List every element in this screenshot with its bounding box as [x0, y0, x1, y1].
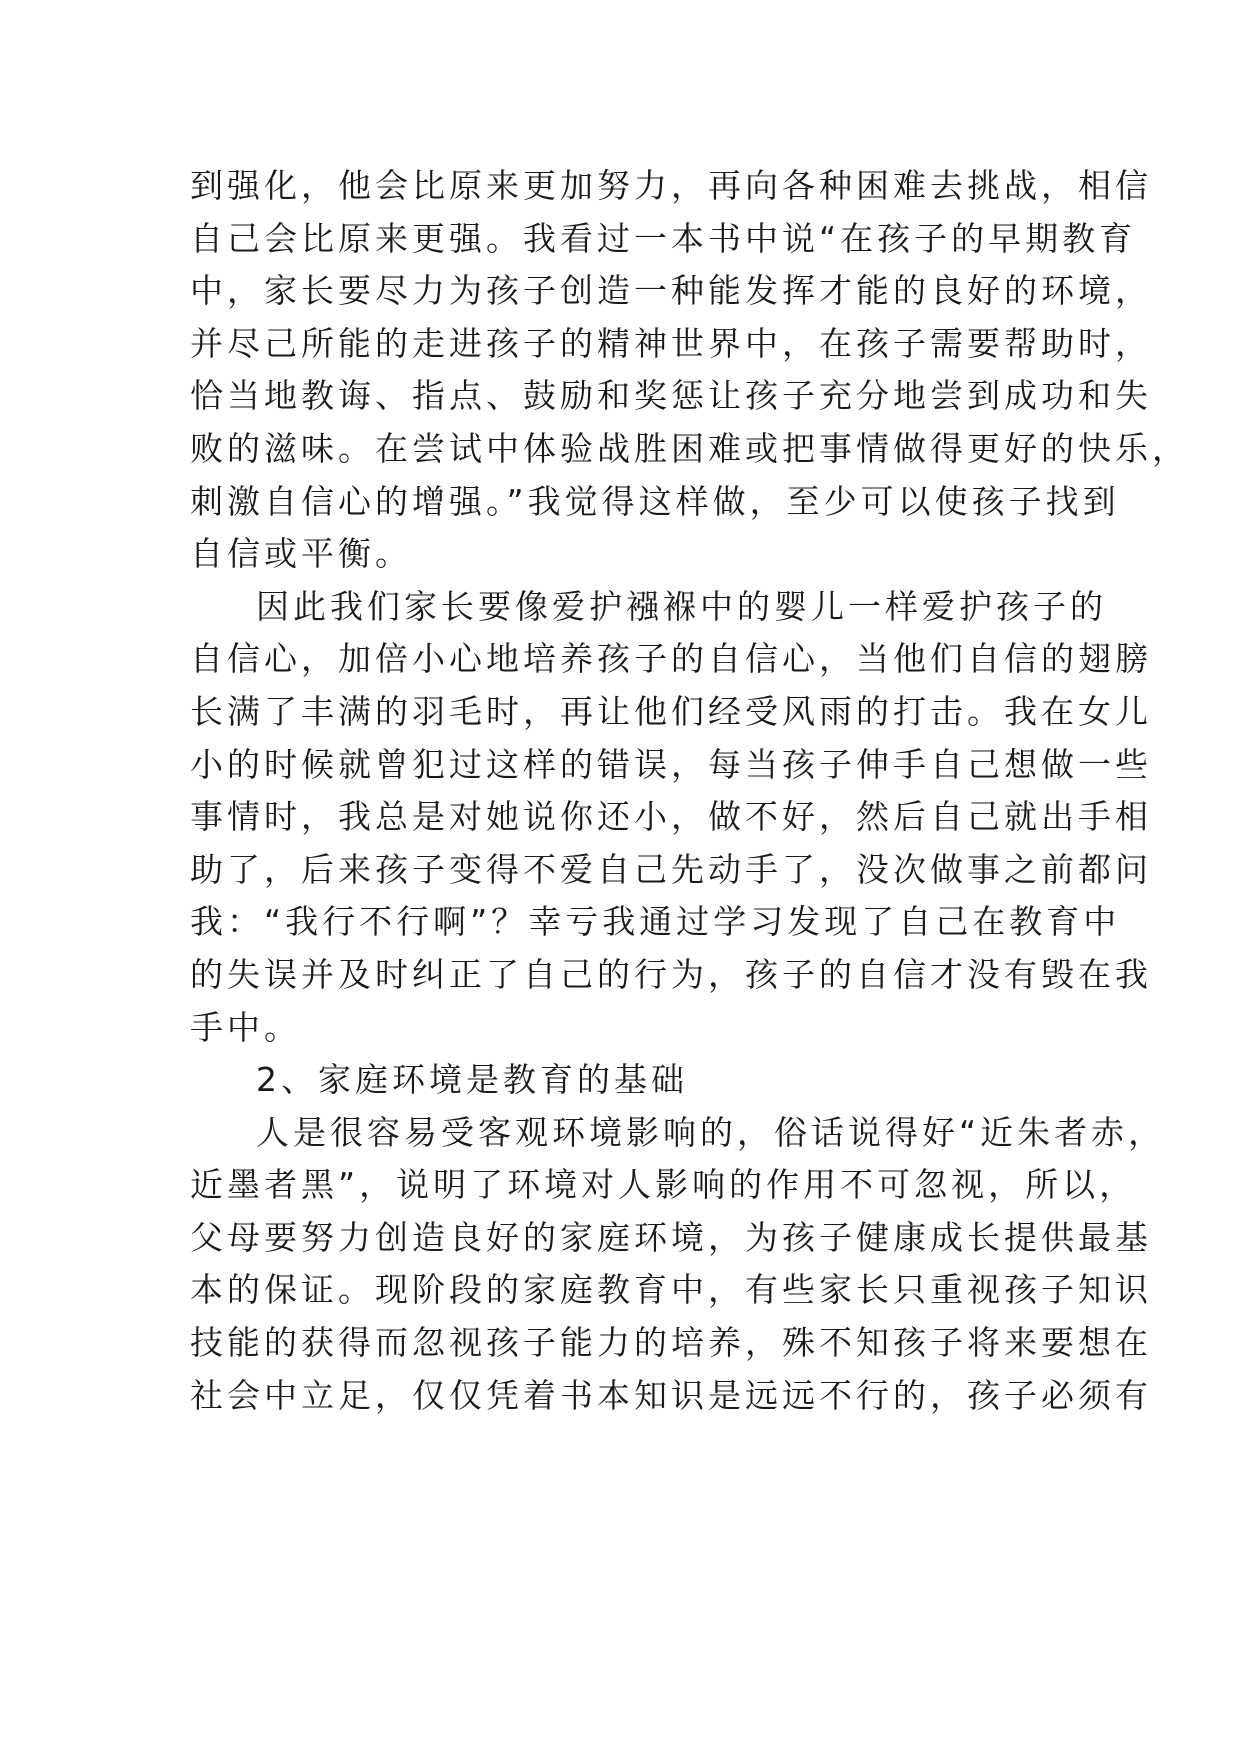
text-line: 自信或平衡。	[190, 534, 412, 574]
paragraph-confidence-continued	[190, 160, 1189, 581]
text-line: 到强化，他会比原来更加努力，再向各种困难去挑战，相信	[190, 166, 1152, 205]
section-heading-text: 2、家庭环境是教育的基础	[256, 1060, 688, 1100]
paragraph-family-environment	[190, 1107, 1166, 1423]
text-line: 的失误并及时纠正了自己的行为，孩子的自信才没有毁在我	[190, 954, 1152, 994]
text-line: 我：“我行不行啊”？幸亏我通过学习发现了自己在教育中	[190, 902, 1121, 942]
section-heading	[190, 1054, 1070, 1107]
text-line: 父母要努力创造良好的家庭环境，为孩子健康成长提供最基	[190, 1217, 1152, 1257]
body-text	[190, 160, 1189, 1422]
text-line: 手中。	[190, 1007, 301, 1047]
text-line: 长满了丰满的羽毛时，再让他们经受风雨的打击。我在女儿	[190, 691, 1152, 731]
text-line: 近墨者黑”，说明了环境对人影响的作用不可忽视，所以，	[190, 1165, 1137, 1205]
text-line: 人是很容易受客观环境影响的，俗话说得好“近朱者赤，	[256, 1112, 1166, 1152]
text-line: 中，家长要尽力为孩子创造一种能发挥才能的良好的环境，	[190, 271, 1152, 311]
text-line: 本的保证。现阶段的家庭教育中，有些家长只重视孩子知识	[190, 1270, 1152, 1310]
text-line: 恰当地教诲、指点、鼓励和奖惩让孩子充分地尝到成功和失	[190, 376, 1152, 416]
text-line: 小的时候就曾犯过这样的错误，每当孩子伸手自己想做一些	[190, 744, 1152, 784]
text-line: 社会中立足，仅仅凭着书本知识是远远不行的，孩子必须有	[190, 1375, 1152, 1415]
text-line: 助了，后来孩子变得不爱自己先动手了，没次做事之前都问	[190, 849, 1152, 889]
text-line: 并尽己所能的走进孩子的精神世界中，在孩子需要帮助时，	[190, 323, 1152, 363]
paragraph-protect-confidence	[190, 581, 1152, 1054]
text-line: 因此我们家长要像爱护襁褓中的婴儿一样爱护孩子的	[256, 586, 1107, 626]
text-line: 事情时，我总是对她说你还小，做不好，然后自己就出手相	[190, 797, 1152, 837]
text-line: 败的滋味。在尝试中体验战胜困难或把事情做得更好的快乐，	[190, 428, 1189, 468]
text-line: 自信心，加倍小心地培养孩子的自信心，当他们自信的翅膀	[190, 639, 1152, 679]
text-line: 技能的获得而忽视孩子能力的培养，殊不知孩子将来要想在	[190, 1323, 1152, 1363]
text-line: 刺激自信心的增强。”我觉得这样做，至少可以使孩子找到	[190, 481, 1120, 521]
text-line: 自己会比原来更强。我看过一本书中说“在孩子的早期教育	[190, 218, 1137, 258]
